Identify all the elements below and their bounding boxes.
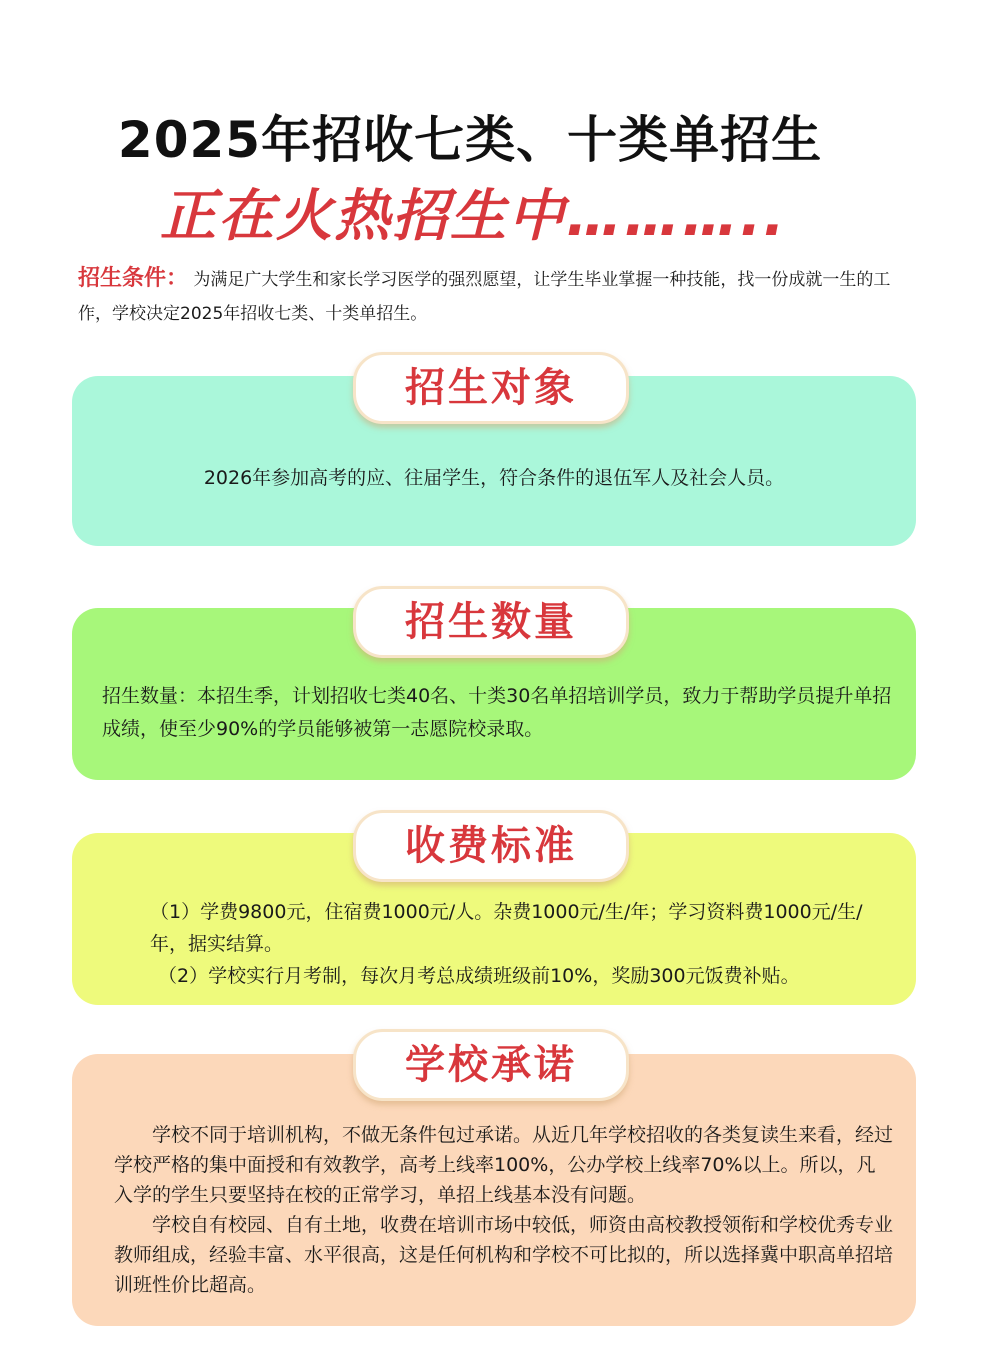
section-text-quota: 招生数量：本招生季，计划招收七类40名、十类30名单招培训学员，致力于帮助学员提升单招成绩，使至少90%的学员能够被第一志愿院校录取。 <box>102 685 892 740</box>
section-heading-quota: 招生数量 <box>353 586 629 658</box>
promise-paragraph-1: 学校不同于培训机构，不做无条件包过承诺。从近几年学校招收的各类复读生来看，经过学校严格的集中面授和有效教学，高考上线率100%，公办学校上线率70%以上。所以，凡入学的学生只要坚持在校的正常学习，单招上线基本没有问题。 <box>114 1124 894 1206</box>
intro-label: 招生条件： <box>78 266 189 291</box>
section-heading-promise: 学校承诺 <box>353 1029 629 1101</box>
fee-item-2: （2）学校实行月考制，每次月考总成绩班级前10%，奖励300元饭费补贴。 <box>158 965 800 987</box>
section-heading-target: 招生对象 <box>353 352 629 424</box>
section-text-promise <box>114 1120 894 1300</box>
page-title: 2025年招收七类、十类单招生 <box>117 111 823 169</box>
section-text-fees <box>150 896 895 992</box>
fee-item-1: （1）学费9800元，住宿费1000元/人。杂费1000元/生/年；学习资料费1000元/生/年，据实结算。 <box>150 901 863 955</box>
section-text-target: 2026年参加高考的应、往届学生，符合条件的退伍军人及社会人员。 <box>203 467 785 489</box>
section-heading-fees: 收费标准 <box>353 810 629 882</box>
intro-text: 为满足广大学生和家长学习医学的强烈愿望，让学生毕业掌握一种技能，找一份成就一生的工作，学校决定2025年招收七类、十类单招生。 <box>78 270 891 324</box>
intro-paragraph <box>78 262 920 331</box>
promise-paragraph-2: 学校自有校园、自有土地，收费在培训市场中较低，师资由高校教授领衔和学校优秀专业教师组成，经验丰富、水平很高，这是任何机构和学校不可比拟的，所以选择冀中职高单招培训班性价比超高。 <box>114 1214 894 1296</box>
page-subtitle: 正在火热招生中……….. <box>160 184 787 249</box>
